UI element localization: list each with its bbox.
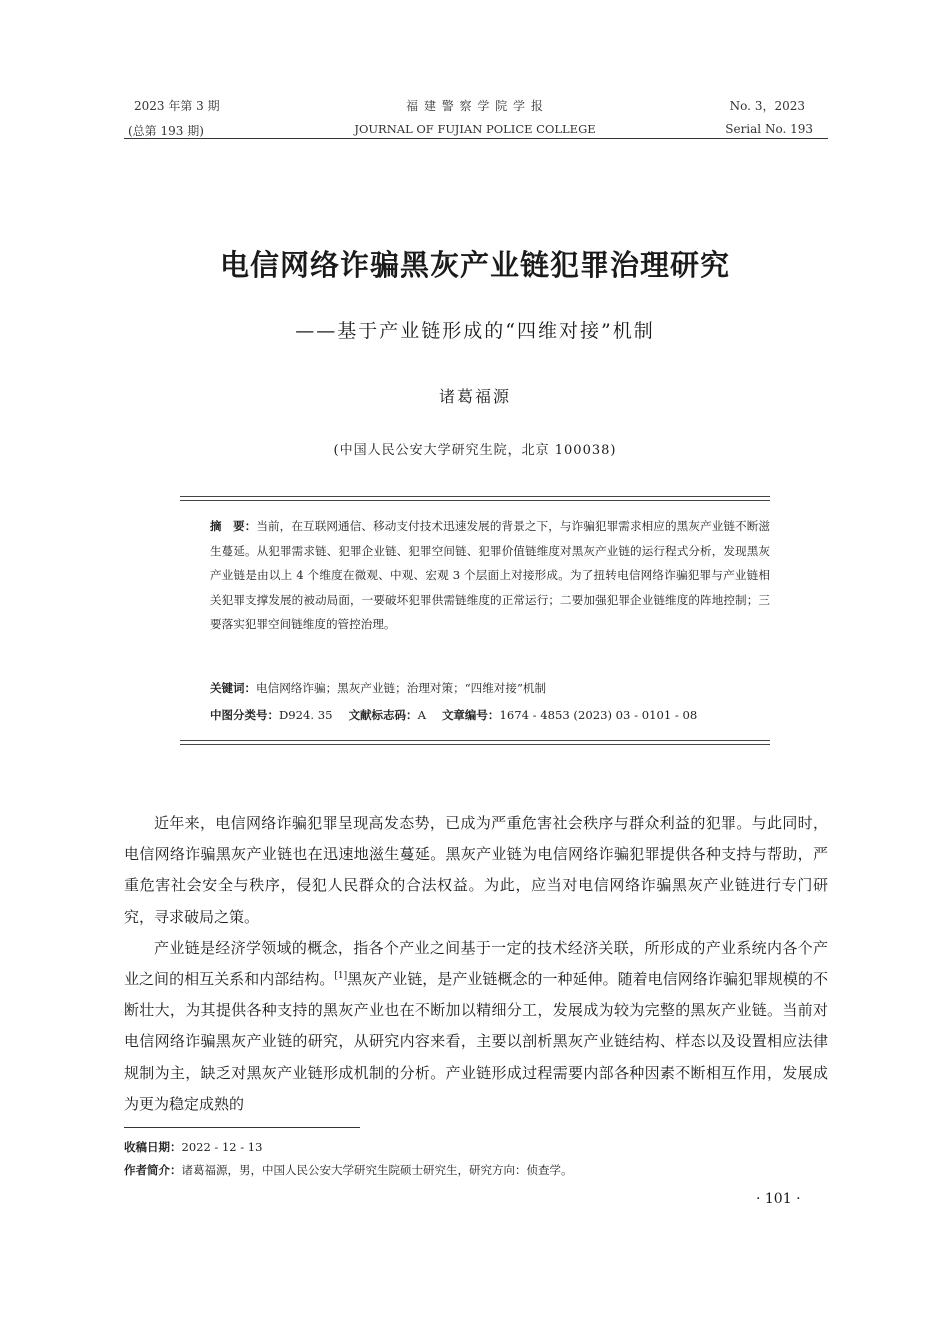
author-bio-label: 作者简介： (124, 1163, 182, 1177)
journal-name-en: JOURNAL OF FUJIAN POLICE COLLEGE (354, 122, 596, 136)
abstract (210, 514, 770, 637)
header-serial-en: Serial No. 193 (725, 122, 813, 136)
body-paragraph-1: 近年来，电信网络诈骗犯罪呈现高发态势，已成为严重危害社会秩序与群众利益的犯罪。与此同时，电信网络诈骗黑灰产业链也在迅速地滋生蔓延。黑灰产业链为电信网络诈骗犯罪提供各种支持与帮助，严重危害社会安全与秩序，侵犯人民群众的合法权益。为此，应当对电信网络诈骗黑灰产业链进行专门研究，寻求破局之策。 (124, 814, 828, 926)
header-serial-cn: (总第 193 期) (128, 124, 204, 138)
body-paragraph-2-part1: 产业链是经济学领域的概念，指各个产业之间基于一定的技术经济关联，所形成的产业系统内各个产业之间的相互关系和内部结构。 (124, 938, 828, 989)
header-rule (124, 138, 828, 139)
keywords-label: 关键词： (210, 681, 256, 695)
body-paragraph-2 (124, 933, 828, 1120)
article-title: 电信网络诈骗黑灰产业链犯罪治理研究 (219, 248, 730, 282)
abstract-bottom-rule (180, 740, 770, 745)
journal-name-cn: 福 建 警 察 学 院 学 报 (406, 99, 544, 113)
footnote-author (124, 1162, 573, 1178)
citation-ref[interactable]: [1] (334, 971, 348, 982)
abstract-label: 摘 要： (210, 519, 257, 533)
clc-value: D924. 35 (279, 708, 333, 722)
article-number-label: 文章编号： (441, 708, 500, 722)
body-paragraph-2-part2: 黑灰产业链，是产业链概念的一种延伸。随着电信网络诈骗犯罪规模的不断壮大，为其提供各种支持的黑灰产业也在不断加以精细分工，发展成为较为完整的黑灰产业链。当前对电信网络诈骗黑灰产业链的研究，从研究内容来看，主要以剖析黑灰产业链结构、样态以及设置相应法律规制为主，缺乏对黑灰产业链形成机制的分析。产业链形成过程需要内部各种因素不断相互作用，发展成为更为稳定成熟的 (124, 970, 828, 1113)
article-number-value: 1674 - 4853 (2023) 03 - 0101 - 08 (499, 708, 698, 722)
doc-code-value: A (417, 708, 426, 722)
header-issue: 2023 年第 3 期 (134, 99, 220, 113)
header-number: No. 3，2023 (729, 99, 805, 113)
body-text (124, 808, 828, 1120)
author-name: 诸葛福源 (438, 387, 511, 406)
classification-line (210, 707, 770, 723)
doc-code-label: 文献标志码： (348, 708, 418, 722)
received-value: 2022 - 12 - 13 (181, 1140, 263, 1154)
page-number: · 101 · (756, 1191, 801, 1207)
author-bio-value: 诸葛福源，男，中国人民公安大学研究生院硕士研究生，研究方向：侦查学。 (181, 1163, 573, 1177)
received-label: 收稿日期： (124, 1140, 182, 1154)
keywords (210, 680, 770, 696)
abstract-text: 当前，在互联网通信、移动支付技术迅速发展的背景之下，与诈骗犯罪需求相应的黑灰产业链不断滋生蔓延。从犯罪需求链、犯罪企业链、犯罪空间链、犯罪价值链维度对黑灰产业链的运行程式分析，发现黑灰产业链是由以上 4 个维度在微观、中观、宏观 3 个层面上对接形成。为了扭转电信网络诈骗犯罪与产业链相关犯罪支撑发展的被动局面，一要破坏犯罪供需链维度的正常运行；二要加强犯罪企业链维度的阵地控制；三要落实犯罪空间链维度的管控治理。 (210, 519, 770, 632)
article-subtitle: ——基于产业链形成的“四维对接”机制 (295, 320, 655, 342)
author-affiliation: (中国人民公安大学研究生院，北京 100038) (333, 443, 617, 458)
footnote-rule (124, 1127, 360, 1128)
abstract-top-rule (180, 496, 770, 501)
keywords-text: 电信网络诈骗；黑灰产业链；治理对策；“四维对接”机制 (256, 681, 547, 695)
footnote-received (124, 1139, 262, 1155)
clc-label: 中图分类号： (210, 708, 279, 722)
